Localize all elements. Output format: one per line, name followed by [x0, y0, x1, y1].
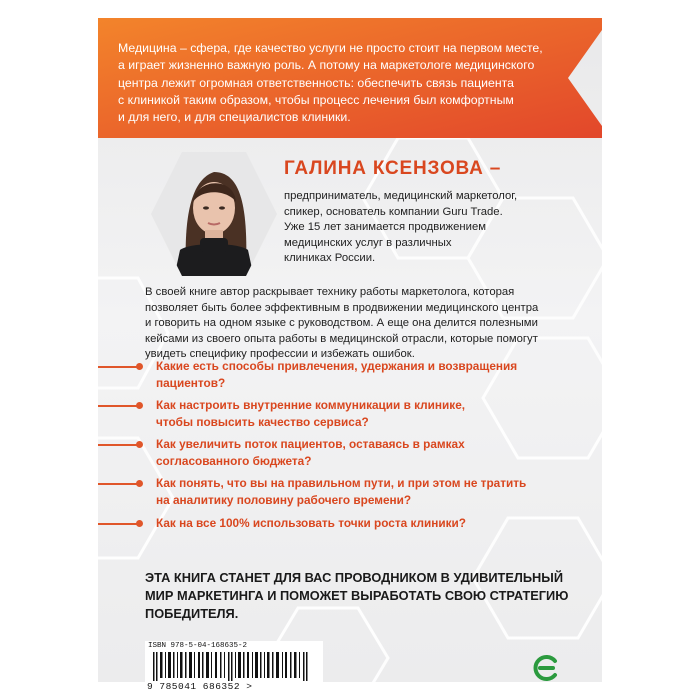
author-bio-line: Уже 15 лет занимается продвижением	[284, 221, 486, 233]
question-line: чтобы повысить качество сервиса?	[156, 414, 369, 429]
bullet-line	[98, 483, 140, 485]
intro-text	[118, 40, 568, 126]
bullet-dot	[136, 520, 143, 527]
author-bio	[284, 189, 584, 267]
question-line: Как увеличить поток пациентов, оставаясь в рамках	[156, 437, 465, 451]
description-line: кейсами из своего опыта работы в медицинской отрасли, которые помогут	[145, 332, 538, 345]
author-bio-line: спикер, основатель компании Guru Trade.	[284, 205, 503, 218]
description-line: позволяет быть более эффективным в продвижении медицинского центра	[145, 301, 539, 314]
closing-line: ПОБЕДИТЕЛЯ.	[145, 606, 239, 621]
question-line: Как понять, что вы на правильном пути, и при этом не тратить	[156, 476, 527, 490]
question-line: согласованного бюджета?	[156, 453, 312, 468]
description-line: В своей книге автор раскрывает технику работы маркетолога, которая	[145, 286, 515, 298]
barcode	[145, 641, 323, 696]
barcode-bars	[149, 652, 319, 681]
description-line: увидеть специфику профессии и избежать ошибок.	[145, 348, 415, 360]
question-item	[156, 475, 576, 508]
bullet-line	[98, 366, 140, 368]
intro-line: Медицина – сфера, где качество услуги не просто стоит на первом месте,	[118, 41, 543, 55]
author-name: ГАЛИНА КСЕНЗОВА –	[284, 158, 502, 179]
bullet-line	[98, 444, 140, 446]
intro-line: с клиникой таким образом, чтобы процесс лечения был комфортным	[118, 92, 514, 107]
closing-line: ЭТА КНИГА СТАНЕТ ДЛЯ ВАС ПРОВОДНИКОМ В УДИВИТЕЛЬНЫЙ	[145, 570, 564, 585]
question-line: Как настроить внутренние коммуникации в клинике,	[156, 398, 466, 412]
closing-statement	[145, 569, 585, 623]
intro-line: и для него, и для специалистов клиники.	[118, 110, 351, 125]
author-bio-line: медицинских услуг в различных	[284, 236, 452, 249]
description-line: и говорить на одном языке с руководством. А еще она делится полезными	[145, 317, 538, 329]
question-line: пациентов?	[156, 375, 226, 390]
eksmo-logo-icon	[531, 653, 561, 683]
bullet-dot	[136, 363, 143, 370]
question-line: на аналитику половину рабочего времени?	[156, 492, 412, 507]
author-photo	[150, 150, 278, 278]
author-bio-line: клиниках России.	[284, 252, 376, 264]
bullet-line	[98, 523, 140, 525]
intro-line: а играет жизненно важную роль. А потому на маркетологе медицинского	[118, 58, 535, 73]
bullet-line	[98, 405, 140, 407]
bullet-dot	[136, 402, 143, 409]
question-item	[156, 358, 576, 391]
question-line: Какие есть способы привлечения, удержания и возвращения	[156, 359, 518, 373]
question-line: Как на все 100% использовать точки роста клиники?	[156, 516, 466, 530]
bullet-dot	[136, 480, 143, 487]
question-item	[156, 515, 576, 532]
closing-line: МИР МАРКЕТИНГА И ПОМОЖЕТ ВЫРАБОТАТЬ СВОЮ СТРАТЕГИЮ	[145, 588, 569, 603]
bullet-dot	[136, 441, 143, 448]
barcode-digits: 9 785041 686352 >	[147, 681, 253, 692]
intro-line: центра лежит огромная ответственность: обеспечить связь пациента	[118, 75, 515, 90]
isbn-number: ISBN 978-5-04-168635-2	[148, 642, 248, 650]
book-back-cover	[98, 18, 602, 692]
question-item	[156, 397, 576, 430]
question-item	[156, 436, 576, 469]
book-description	[145, 285, 585, 363]
author-bio-line: предприниматель, медицинский маркетолог,	[284, 190, 518, 202]
